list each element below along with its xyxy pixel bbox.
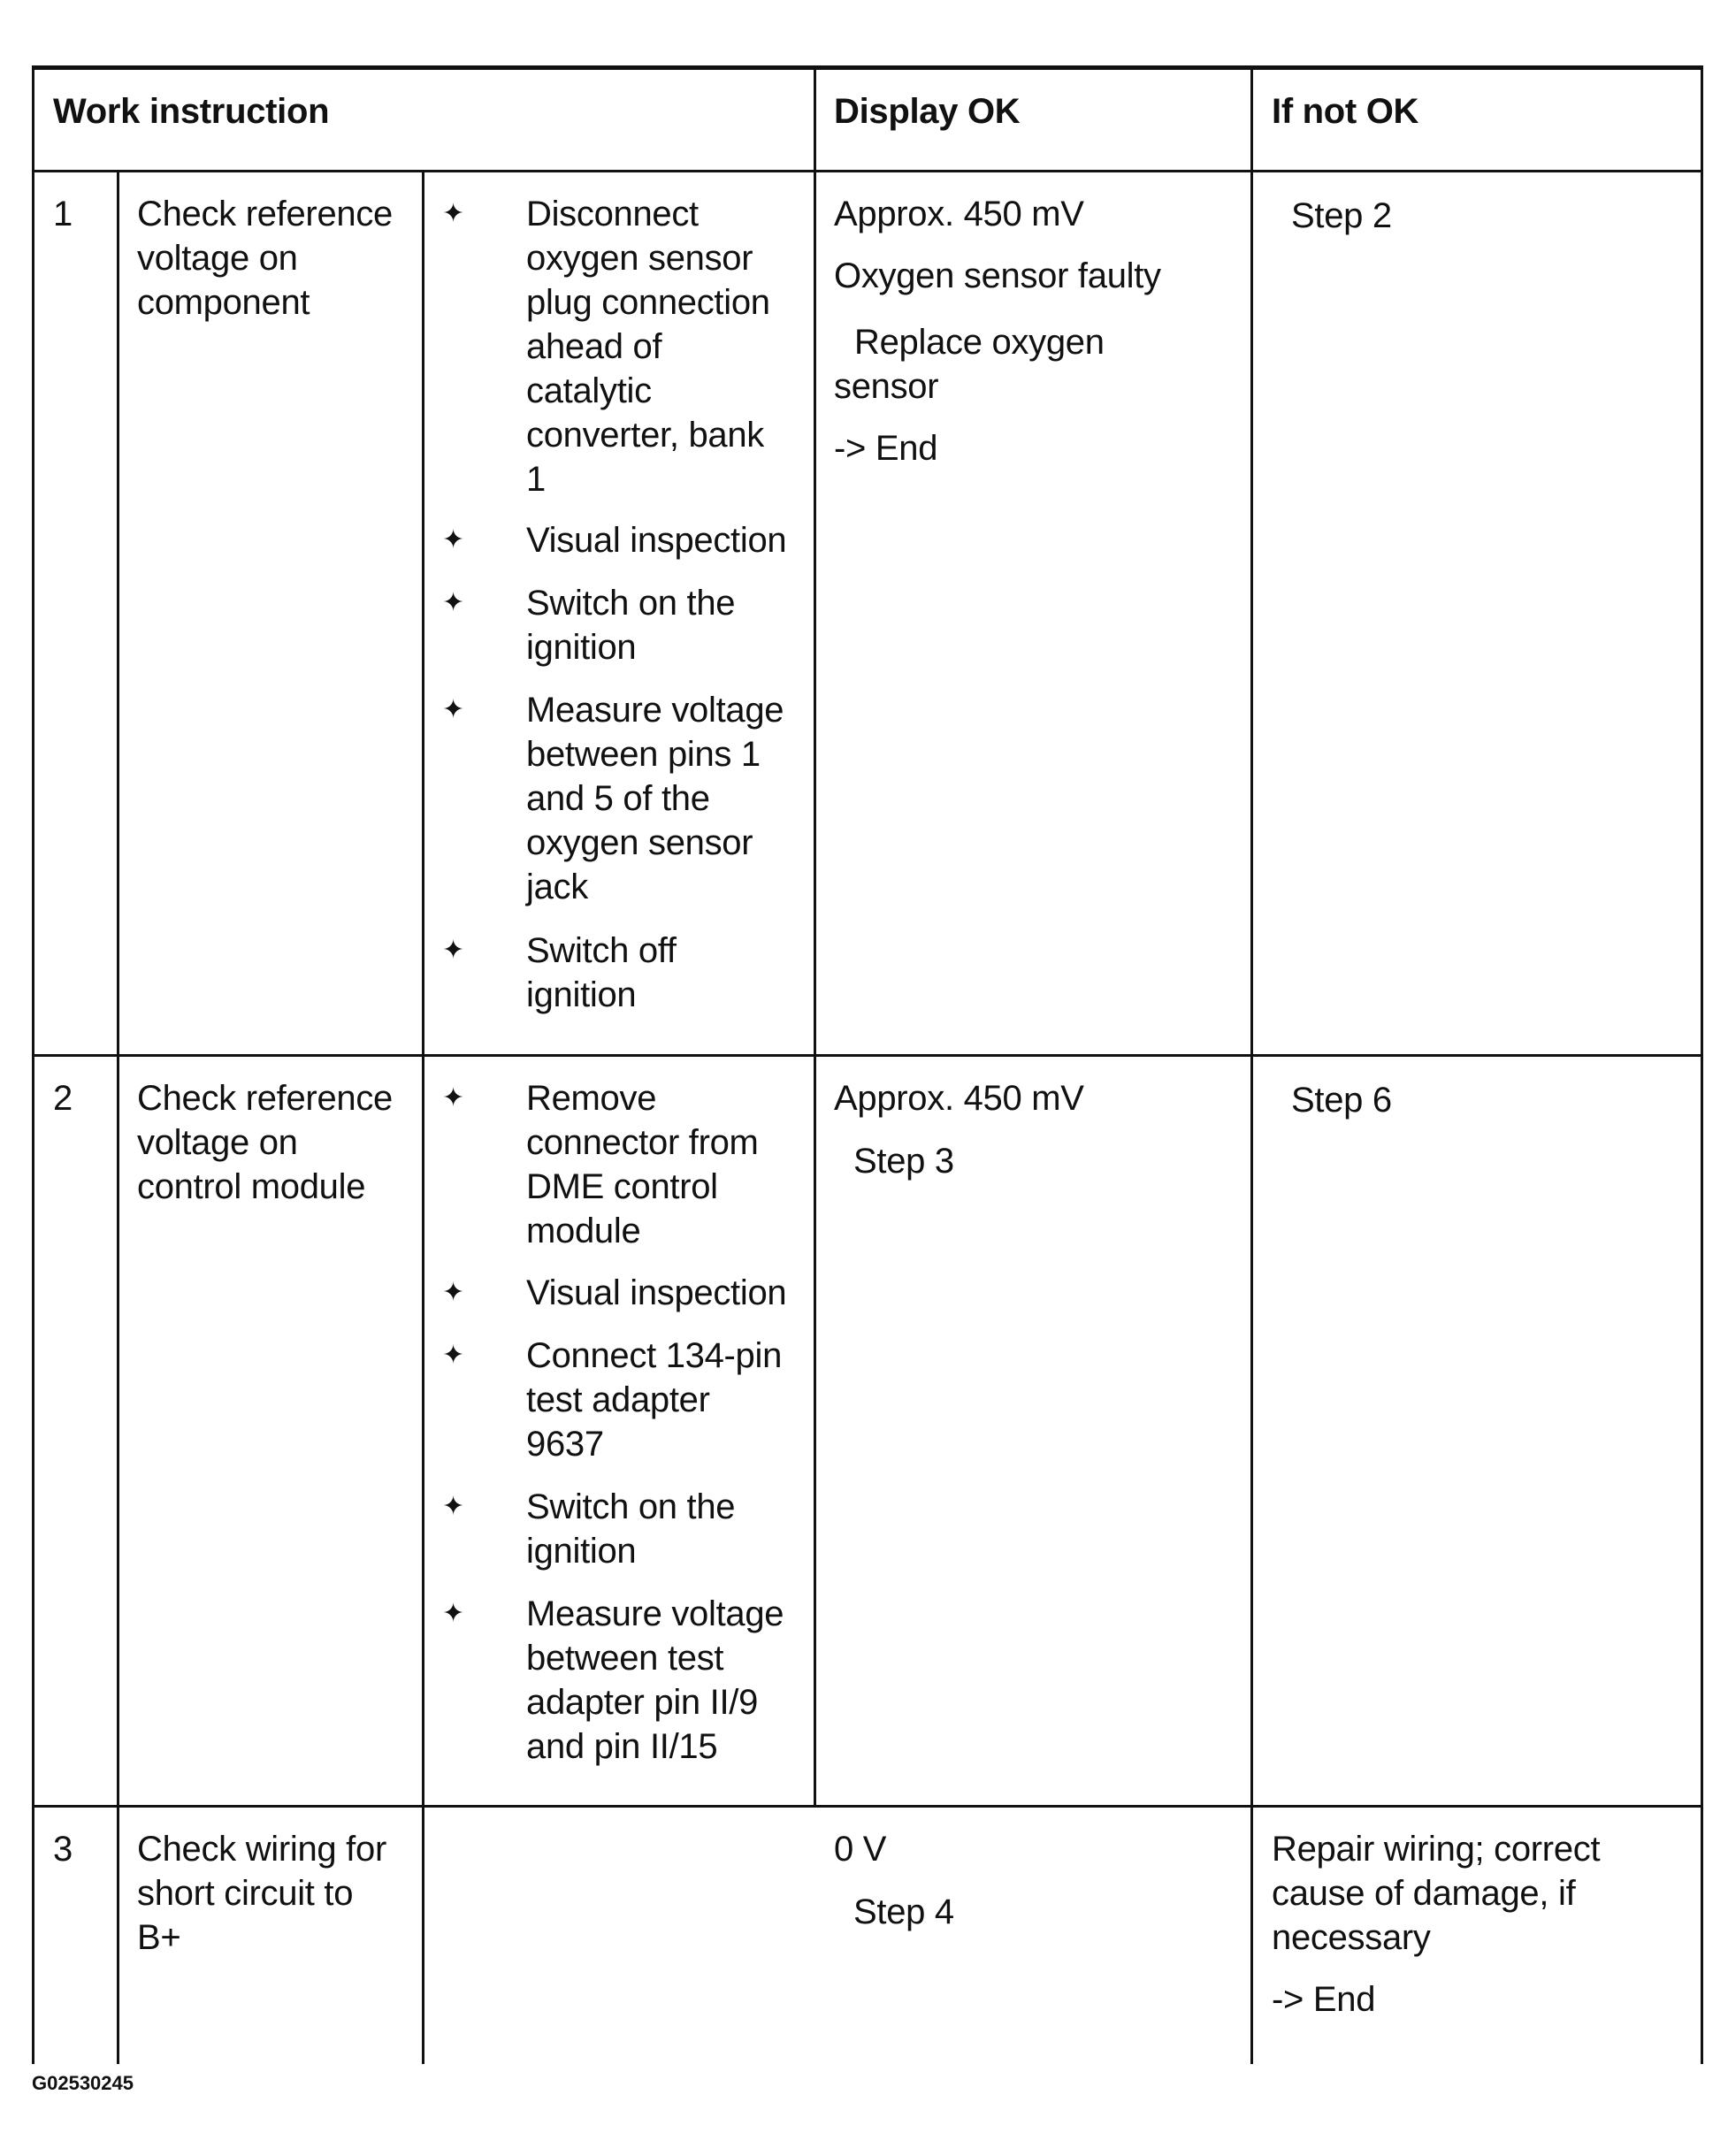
row2-step-line: test adapter [526, 1380, 710, 1419]
header-display-ok: Display OK [834, 92, 1021, 131]
row2-step-line: connector from [526, 1123, 759, 1162]
row3-display-ok-2: Step 4 [853, 1892, 954, 1931]
row1-step-line: oxygen sensor [526, 823, 753, 862]
row1-check-line: voltage on [137, 239, 298, 278]
bullet-icon: ✦ [442, 1599, 465, 1628]
row1-step-line: catalytic [526, 371, 652, 410]
row3-if-not-ok-end: -> End [1272, 1980, 1376, 2019]
row1-step-line: converter, bank [526, 416, 764, 455]
bullet-icon: ✦ [442, 1341, 465, 1370]
bullet-icon: ✦ [442, 199, 465, 228]
row1-step-4 [526, 688, 784, 909]
row1-step-line: Switch off [526, 931, 677, 970]
row2-bottom-border [32, 1805, 1703, 1808]
row1-step-5 [526, 929, 677, 1017]
num-column-divider [117, 170, 119, 2064]
row2-step-line: 9637 [526, 1425, 604, 1464]
row2-step-4 [526, 1485, 735, 1573]
row3-if-not-ok-line: necessary [1272, 1918, 1431, 1957]
row3-display-ok-1: 0 V [834, 1830, 887, 1869]
row1-display-ok-1: Approx. 450 mV [834, 195, 1084, 233]
row1-display-ok-5: -> End [834, 429, 938, 468]
row1-step-line: plug connection [526, 283, 770, 322]
row3-check-line: B+ [137, 1918, 181, 1957]
row1-step-line: between pins 1 [526, 735, 761, 774]
row2-number: 2 [53, 1079, 73, 1118]
bullet-icon: ✦ [442, 1278, 465, 1307]
row1-step-line: Visual inspection [526, 521, 787, 560]
row1-display-ok-4: sensor [834, 367, 939, 406]
display-column-divider [1250, 65, 1253, 2064]
row2-step-line: DME control [526, 1167, 718, 1206]
row1-step-2 [526, 518, 786, 562]
header-bottom-border [32, 170, 1703, 172]
bullet-icon: ✦ [442, 1083, 465, 1112]
row1-step-3 [526, 581, 735, 669]
row2-display-ok-1: Approx. 450 mV [834, 1079, 1084, 1118]
row3-if-not-ok-line: cause of damage, if [1272, 1874, 1576, 1913]
row2-step-line: between test [526, 1639, 724, 1678]
row3-if-not-ok-line: Repair wiring; correct [1272, 1830, 1601, 1869]
bullet-icon: ✦ [442, 525, 465, 554]
row1-step-line: Disconnect [526, 195, 699, 233]
row2-step-2 [526, 1271, 786, 1315]
row3-number: 3 [53, 1830, 73, 1869]
row1-step-line: Measure voltage [526, 691, 784, 730]
row1-step-line: Switch on the [526, 584, 736, 623]
row2-step-line: Remove [526, 1079, 657, 1118]
row2-if-not-ok: Step 6 [1291, 1081, 1392, 1120]
bullet-icon: ✦ [442, 936, 465, 965]
row3-check [137, 1827, 386, 1960]
row2-step-line: Connect 134-pin [526, 1336, 783, 1375]
row1-number: 1 [53, 195, 73, 233]
row1-step-line: oxygen sensor [526, 239, 753, 278]
row2-step-line: and pin II/15 [526, 1727, 718, 1766]
row2-step-line: Switch on the [526, 1487, 736, 1526]
row1-step-line: ignition [526, 975, 637, 1014]
row1-step-line: 1 [526, 460, 546, 499]
row2-step-line: ignition [526, 1532, 637, 1571]
row1-check [137, 192, 393, 325]
figure-id: G02530245 [32, 2072, 134, 2094]
row1-step-line: ignition [526, 628, 637, 667]
row1-bottom-border [32, 1054, 1703, 1057]
row3-check-line: Check wiring for [137, 1830, 386, 1869]
row1-step-1 [526, 192, 770, 501]
bullet-icon: ✦ [442, 695, 465, 724]
bullet-icon: ✦ [442, 588, 465, 617]
row1-check-line: component [137, 283, 310, 322]
table-right-border [1701, 65, 1703, 2064]
row1-step-line: ahead of [526, 327, 662, 366]
row2-display-ok-2: Step 3 [853, 1142, 954, 1181]
table-left-border [32, 65, 34, 2064]
row2-step-line: adapter pin II/9 [526, 1683, 759, 1722]
row2-step-line: Visual inspection [526, 1273, 787, 1312]
bullet-icon: ✦ [442, 1492, 465, 1521]
steps-column-divider-r1 [814, 65, 816, 1808]
row2-check [137, 1076, 393, 1209]
row2-check-line: voltage on [137, 1123, 298, 1162]
row2-check-line: Check reference [137, 1079, 393, 1118]
row1-display-ok-2: Oxygen sensor faulty [834, 256, 1161, 295]
row1-step-line: jack [526, 868, 588, 906]
row2-step-line: module [526, 1212, 641, 1250]
check-column-divider [422, 170, 424, 2064]
row3-check-line: short circuit to [137, 1874, 354, 1913]
row1-step-line: and 5 of the [526, 779, 710, 818]
row2-step-5 [526, 1592, 784, 1769]
row2-check-line: control module [137, 1167, 366, 1206]
row2-step-3 [526, 1334, 782, 1466]
row1-if-not-ok: Step 2 [1291, 196, 1392, 235]
row2-step-line: Measure voltage [526, 1594, 784, 1633]
header-if-not-ok: If not OK [1272, 92, 1419, 131]
row1-check-line: Check reference [137, 195, 393, 233]
table-top-border [32, 65, 1703, 70]
header-work-instruction: Work instruction [53, 92, 330, 131]
row2-step-1 [526, 1076, 759, 1253]
row3-if-not-ok [1272, 1827, 1600, 1960]
row1-display-ok-3: Replace oxygen [854, 323, 1105, 362]
